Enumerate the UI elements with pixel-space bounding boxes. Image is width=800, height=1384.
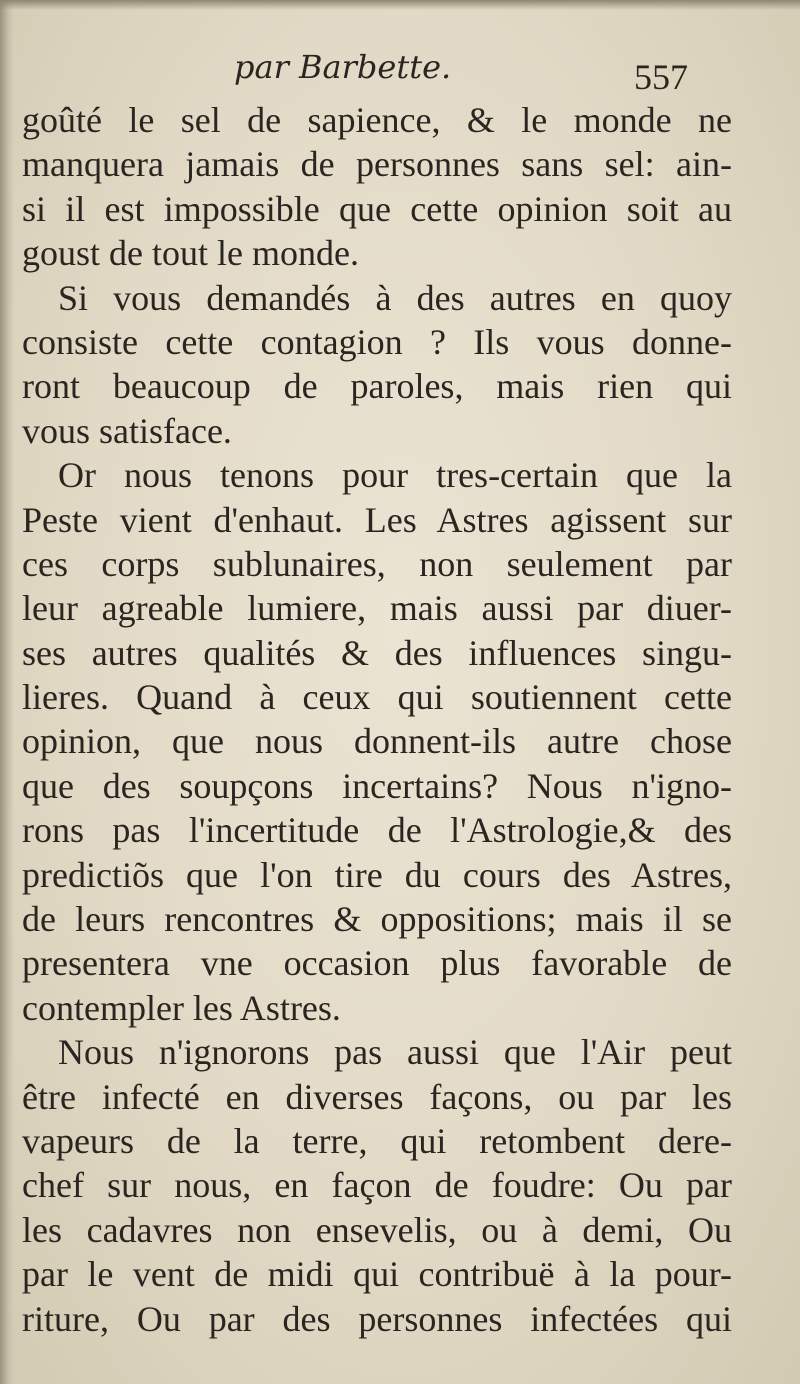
text-line: presentera vne occasion plus favorable de bbox=[22, 943, 732, 984]
text-line: consiste cette contagion ? Ils vous donne- bbox=[22, 321, 732, 362]
text-line: vapeurs de la terre, qui retombent dere- bbox=[22, 1120, 732, 1161]
text-line: goûté le sel de sapience, & le monde ne bbox=[22, 100, 732, 140]
text-line: ses autres qualités & des influences singu- bbox=[22, 632, 732, 673]
text-line: manquera jamais de personnes sans sel: ain- bbox=[22, 144, 732, 185]
text-line: être infecté en diverses façons, ou par les bbox=[22, 1076, 732, 1117]
text-line: chef sur nous, en façon de foudre: Ou par bbox=[22, 1165, 732, 1206]
text-line: vous satisface. bbox=[22, 410, 232, 451]
text-line: Peste vient d'enhaut. Les Astres agissent sur bbox=[22, 499, 732, 540]
text-line: ront beaucoup de paroles, mais rien qui bbox=[22, 366, 732, 407]
text-line: predictiõs que l'on tire du cours des Astres, bbox=[22, 854, 732, 895]
page-number: 557 bbox=[634, 57, 688, 97]
text-line: de leurs rencontres & oppositions; mais il se bbox=[22, 899, 732, 940]
text-line: les cadavres non ensevelis, ou à demi, Ou bbox=[22, 1209, 732, 1250]
text-line: Si vous demandés à des autres en quoy bbox=[58, 277, 732, 318]
text-line: par le vent de midi qui contribuë à la pour- bbox=[22, 1254, 732, 1295]
text-line: si il est impossible que cette opinion soit au bbox=[22, 188, 732, 229]
text-line: riture, Ou par des personnes infectées qui bbox=[22, 1298, 732, 1339]
page-top-edge bbox=[0, 0, 800, 10]
text-line: que des soupçons incertains? Nous n'igno- bbox=[22, 765, 732, 806]
running-title: par Barbette. bbox=[234, 48, 452, 86]
text-line: goust de tout le monde. bbox=[22, 233, 359, 274]
running-head bbox=[22, 44, 722, 100]
text-line: Or nous tenons pour tres-certain que la bbox=[58, 455, 732, 496]
text-line: rons pas l'incertitude de l'Astrologie,& des bbox=[22, 810, 732, 851]
text-line: leur agreable lumiere, mais aussi par diuer- bbox=[22, 588, 732, 629]
text-line: ces corps sublunaires, non seulement par bbox=[22, 543, 732, 584]
text-line: Nous n'ignorons pas aussi que l'Air peut bbox=[58, 1032, 732, 1073]
text-line: opinion, que nous donnent-ils autre chose bbox=[22, 721, 732, 762]
body-text bbox=[22, 98, 732, 1341]
text-line: contempler les Astres. bbox=[22, 987, 341, 1028]
text-line: lieres. Quand à ceux qui soutiennent cette bbox=[22, 677, 732, 718]
page-binding-edge bbox=[0, 0, 14, 1384]
